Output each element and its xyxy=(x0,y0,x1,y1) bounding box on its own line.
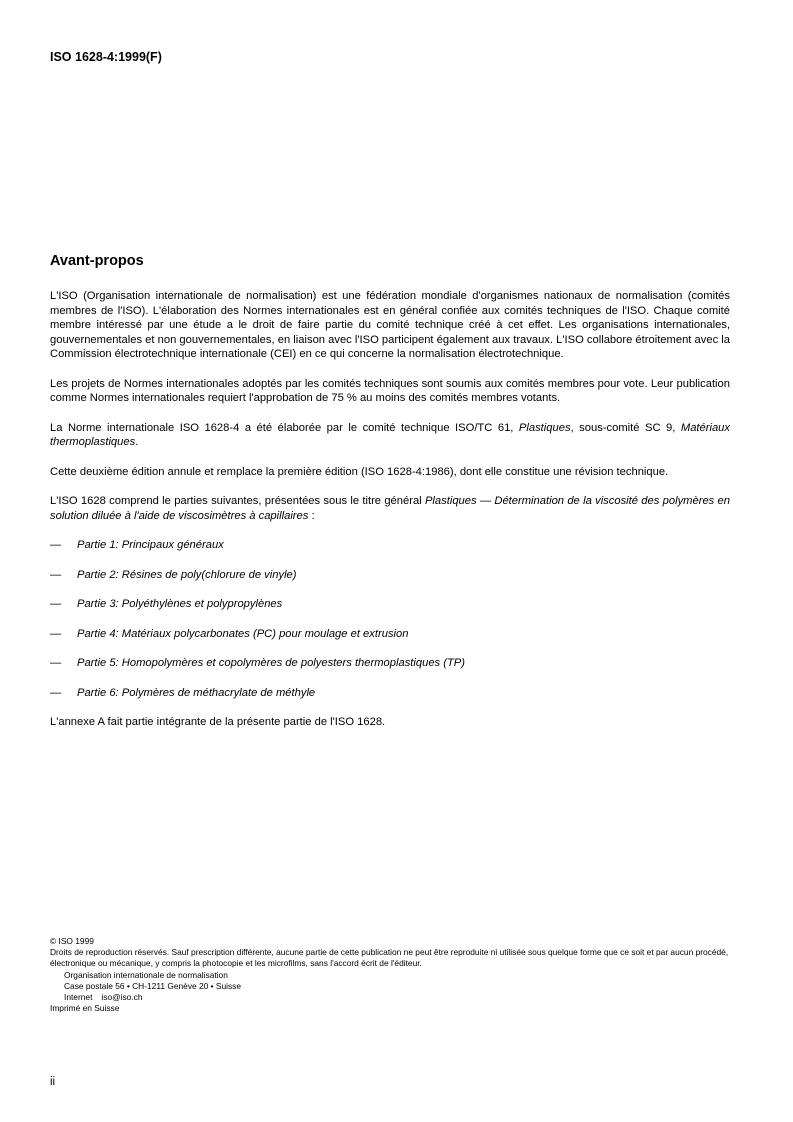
dash-bullet: — xyxy=(50,568,62,581)
copyright-footer xyxy=(50,936,740,1014)
general-title: Plastiques — Détermination de la viscosité des polymères en solution diluée à l'aide de viscosimètres à capillaires xyxy=(50,495,731,522)
part-title: Partie 1: Principaux généraux xyxy=(77,539,224,551)
dash-bullet: — xyxy=(50,627,62,640)
page-number: ii xyxy=(50,1076,56,1088)
part-title: Partie 2: Résines de poly(chlorure de vinyle) xyxy=(77,568,297,581)
paragraph-voting: Les projets de Normes internationales adoptés par les comités techniques sont soumis aux comités membres pour vote. Leur publication comme Normes internationales requiert l'approbation de 75 % au moins des comités membres votants. xyxy=(50,377,730,404)
paragraph-committee xyxy=(50,421,730,450)
copyright-line: © ISO 1999 xyxy=(50,936,94,946)
internet-email: iso@iso.ch xyxy=(101,992,143,1003)
list-item xyxy=(50,656,730,671)
paragraph-edition: Cette deuxième édition annule et remplace la première édition (ISO 1628-4:1986), dont elle constitue une révision technique. xyxy=(50,465,669,478)
parts-list xyxy=(50,538,730,700)
rights-notice: Droits de reproduction réservés. Sauf prescription différente, aucune partie de cette publication ne peut être reproduite ni utilisée sous quelque forme que ce soit et par aucun procédé, électronique ou mécanique, y compris la photocopie et les microfilms, sans l'accord écrit de l'éditeur. xyxy=(50,947,729,969)
dash-bullet: — xyxy=(50,657,62,669)
dash-bullet: — xyxy=(50,686,62,699)
list-item xyxy=(50,568,730,583)
paragraph-parts-intro xyxy=(50,494,730,523)
org-name: Organisation internationale de normalisation xyxy=(64,969,228,980)
part-title: Partie 3: Polyéthylènes et polypropylènes xyxy=(77,598,283,610)
foreword-body xyxy=(50,289,730,745)
part-title: Partie 4: Matériaux polycarbonates (PC) pour moulage et extrusion xyxy=(77,627,409,640)
list-item xyxy=(50,538,730,553)
subcommittee-name: Matériaux thermoplastiques xyxy=(50,421,730,448)
committee-text-pre: La Norme internationale ISO 1628-4 a été élaborée par le comité technique ISO/TC 61, xyxy=(50,421,519,434)
document-id: ISO 1628-4:1999(F) xyxy=(50,50,162,64)
postal-address: Case postale 56 • CH-1211 Genève 20 • Suisse xyxy=(64,980,242,991)
section-title: Avant-propos xyxy=(50,253,144,269)
paragraph-iso-intro: L'ISO (Organisation internationale de normalisation) est une fédération mondiale d'organismes nationaux de normalisation (comités membres de l'ISO). L'élaboration des Normes internationales est en général confiée aux comités techniques de l'ISO. Chaque comité membre intéressé par une étude a le droit de faire partie du comité technique créé à cet effet. Les organisations internationales, gouvernementales et non gouvernementales, en liaison avec l'ISO participent également aux travaux. L'ISO collabore étroitement avec la Commission électrotechnique internationale (CEI) en ce qui concerne la normalisation électrotechnique. xyxy=(50,290,730,360)
committee-name: Plastiques xyxy=(518,421,571,434)
part-title: Partie 6: Polymères de méthacrylate de méthyle xyxy=(77,686,316,699)
dash-bullet: — xyxy=(50,539,62,551)
internet-line xyxy=(50,992,740,1003)
committee-text-mid: , sous-comité SC 9, xyxy=(570,421,681,434)
parts-intro-post: : xyxy=(308,509,315,522)
committee-text-post: . xyxy=(135,436,139,448)
list-item xyxy=(50,597,730,612)
parts-intro-pre: L'ISO 1628 comprend le parties suivantes, présentées sous le titre général xyxy=(50,495,425,507)
internet-label: Internet xyxy=(64,992,93,1003)
printed-in: Imprimé en Suisse xyxy=(50,1003,120,1014)
part-title: Partie 5: Homopolymères et copolymères de polyesters thermoplastiques (TP) xyxy=(77,657,465,669)
list-item xyxy=(50,686,730,701)
dash-bullet: — xyxy=(50,598,62,610)
list-item xyxy=(50,627,730,642)
paragraph-annex: L'annexe A fait partie intégrante de la présente partie de l'ISO 1628. xyxy=(50,716,386,728)
